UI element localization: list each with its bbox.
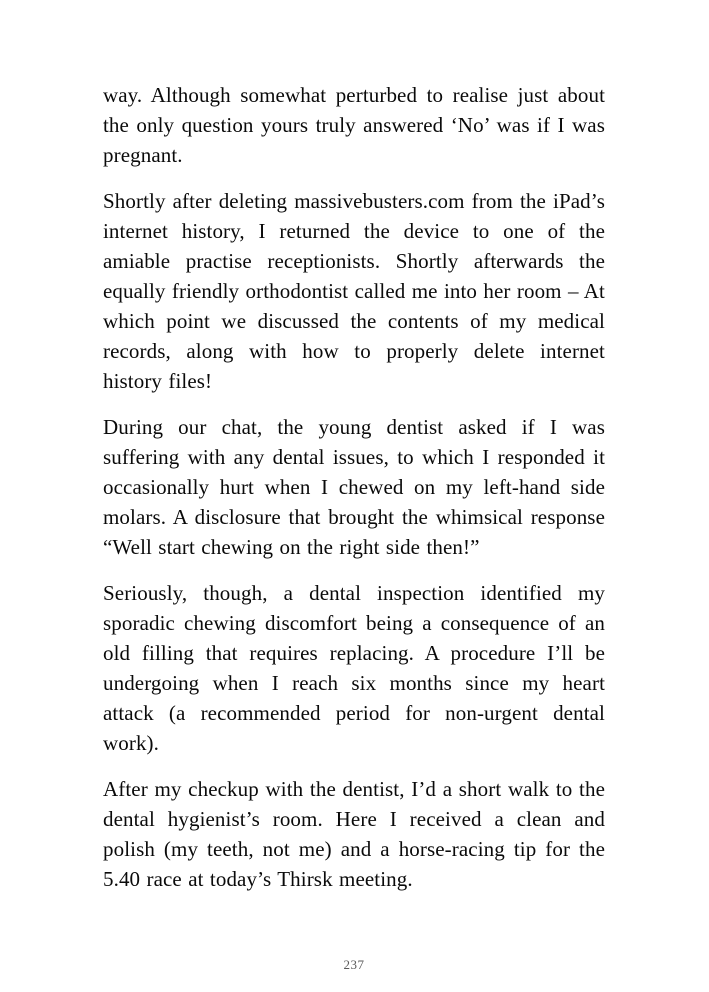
paragraph: way. Although somewhat perturbed to realise just about the only question yours truly answered ‘No’ was if I was pregnant. xyxy=(103,83,605,167)
paragraph: During our chat, the young dentist asked if I was suffering with any dental issues, to which I responded it occasionally hurt when I chewed on my left-hand side molars. A disclosure that brought the whimsical response “Well start chewing on the right side then!” xyxy=(103,415,605,559)
page-footer xyxy=(103,950,605,992)
page-body xyxy=(103,80,605,950)
paragraph: Seriously, though, a dental inspection identified my sporadic chewing discomfort being a consequence of an old filling that requires replacing. A procedure I’ll be undergoing when I reach six months since my heart attack (a recommended period for non-urgent dental work). xyxy=(103,581,605,755)
paragraph: Shortly after deleting massivebusters.com from the iPad’s internet history, I returned the device to one of the amiable practise receptionists. Shortly afterwards the equally friendly orthodontist called me into her room – At which point we discussed the contents of my medical records, along with how to properly delete internet history files! xyxy=(103,189,605,393)
paragraph: After my checkup with the dentist, I’d a short walk to the dental hygienist’s room. Here I received a clean and polish (my teeth, not me) and a horse-racing tip for the 5.40 race at today’s Thirsk meeting. xyxy=(103,777,605,891)
page-number: 237 xyxy=(343,957,365,972)
